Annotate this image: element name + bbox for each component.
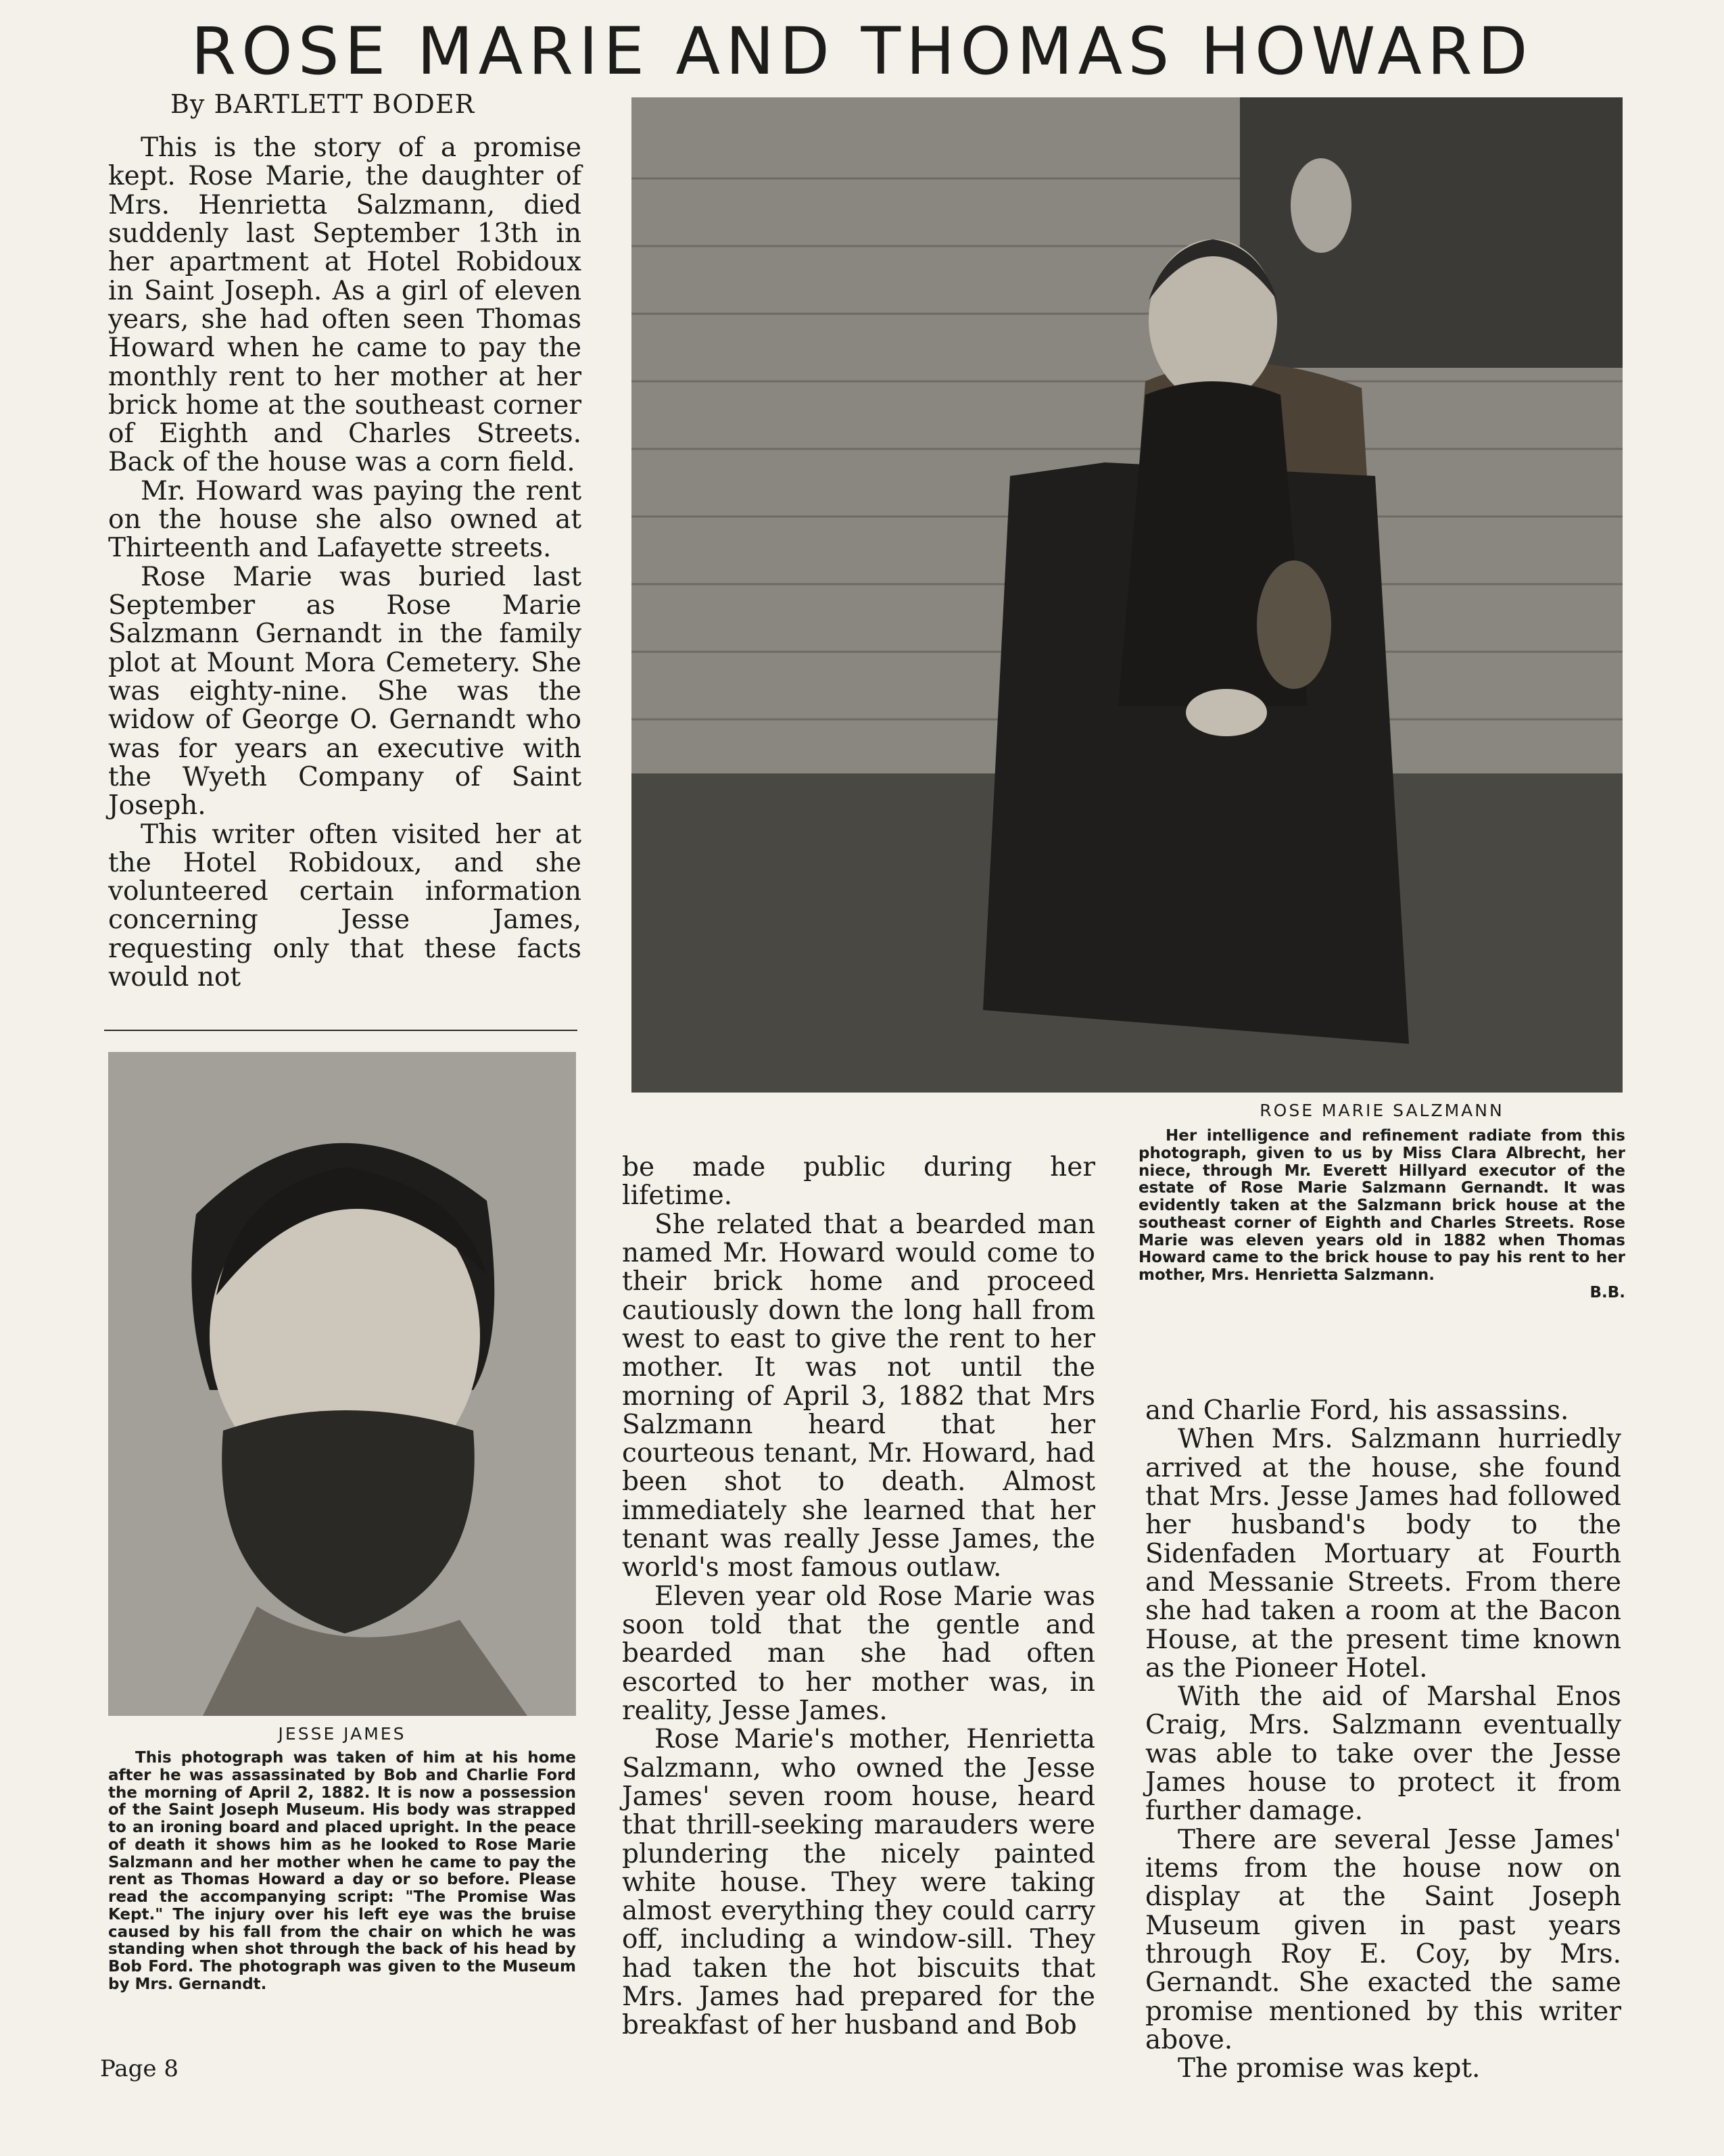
caption-text: Her intelligence and refinement radiate from this photograph, given to us by Miss Clara Albrecht, her niece, through Mr. Everett Hillyard executor of the estate of Rose Marie Salzmann Gernandt. It was evidently taken at the Salzmann brick house at the southeast corner of Eighth and Charles Streets. Rose Marie was eleven years old in 1882 when Thomas Howard came to the brick house to pay his rent to her mother, Mrs. Henrietta Salzmann. (1139, 1127, 1625, 1284)
column-2 (622, 1153, 1095, 2040)
paragraph: She related that a bearded man named Mr. Howard would come to their brick home and proceed cautiously down the long hall from west to east to give the rent to her mother. It was not until the morning of April 3, 1882 that Mrs Salzmann heard that her courteous tenant, Mr. Howard, had been shot to death. Almost immediately she learned that her tenant was really Jesse James, the world's most famous outlaw. (622, 1209, 1095, 1583)
jesse-james-photo (108, 1052, 576, 1716)
paragraph: Rose Marie was buried last September as Rose Marie Salzmann Gernandt in the family plot at Mount Mora Cemetery. She was eighty-nine. She was the widow of George O. Gernandt who was for years an executive with the Wyeth Company of Saint Joseph. (108, 561, 581, 821)
paragraph: Rose Marie's mother, Henrietta Salzmann, who owned the Jesse James' seven room house, heard that thrill-seeking marauders were plundering the nicely painted white house. They were taking almost everything they could carry off, including a window-sill. They had taken the hot biscuits that Mrs. James had prepared for the breakfast of her husband and Bob (622, 1724, 1095, 2041)
paragraph: This is the story of a promise kept. Rose Marie, the daughter of Mrs. Henrietta Salzmann, died suddenly last September 13th in her apartment at Hotel Robidoux in Saint Joseph. As a girl of eleven years, she had often seen Thomas Howard when he came to pay the monthly rent to her mother at her brick home at the southeast corner of Eighth and Charles Streets. Back of the house was a corn field. (108, 133, 581, 478)
paragraph: This writer often visited her at the Hotel Robidoux, and she volunteered certain information concerning Jesse James, requesting only that these facts would not (108, 819, 581, 993)
paragraph: be made public during her lifetime. (622, 1152, 1095, 1212)
column-1 (108, 134, 581, 992)
column-3 (1145, 1397, 1621, 2084)
paragraph: Mr. Howard was paying the rent on the house she also owned at Thirteenth and Lafayette streets. (108, 475, 581, 564)
paragraph: and Charlie Ford, his assassins. (1145, 1395, 1569, 1426)
paragraph: With the aid of Marshal Enos Craig, Mrs. Salzmann eventually was able to take over the Jesse James house to protect it from further damage. (1145, 1681, 1621, 1827)
rose-marie-photo (631, 97, 1623, 1093)
byline: By BARTLETT BODER (170, 89, 475, 119)
divider-rule (104, 1030, 577, 1031)
paragraph: When Mrs. Salzmann hurriedly arrived at the house, she found that Mrs. Jesse James had followed her husband's body to the Sidenfaden Mortuary at Fourth and Messanie Streets. From there she had taken a room at the Bacon House, at the present time known as the Pioneer Hotel. (1145, 1424, 1621, 1683)
paragraph: The promise was kept. (1178, 2053, 1481, 2084)
paragraph: Eleven year old Rose Marie was soon told that the gentle and bearded man she had often escorted to her mother was, in reality, Jesse James. (622, 1581, 1095, 1726)
caption-text: This photograph was taken of him at his home after he was assassinated by Bob and Charlie Ford the morning of April 2, 1882. It is now a possession of the Saint Joseph Museum. His body was strapped to an ironing board and placed upright. In the peace of death it shows him as he looked to Rose Marie Salzmann and her mother when he came to pay the rent as Thomas Howard a day or so before. Please read the accompanying script: "The Promise Was Kept." The injury over his left eye was the bruise caused by his fall from the chair on which he was standing when shot through the back of his head by Bob Ford. The photograph was given to the Museum by Mrs. Gernandt. (108, 1749, 576, 1993)
jesse-photo-caption-title: JESSE JAMES (278, 1724, 406, 1744)
paragraph: There are several Jesse James' items from the house now on display at the Saint Joseph Museum given in past years through Roy E. Coy, by Mrs. Gernandt. She exacted the same promise mentioned by this writer above. (1145, 1824, 1621, 2055)
rose-photo-caption (1139, 1128, 1625, 1302)
jesse-photo-caption (108, 1750, 576, 1994)
rose-photo-caption-title: ROSE MARIE SALZMANN (1260, 1101, 1504, 1120)
page-number: Page 8 (100, 2055, 178, 2082)
caption-signature: B.B. (1589, 1283, 1625, 1301)
article-title: ROSE MARIE AND THOMAS HOWARD (191, 14, 1533, 89)
